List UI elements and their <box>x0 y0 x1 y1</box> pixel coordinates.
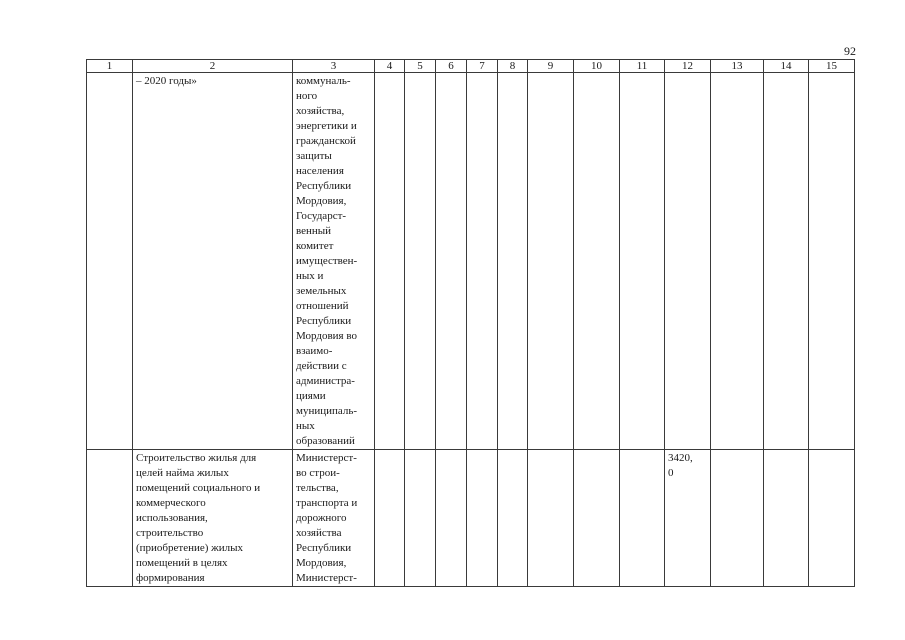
table-cell <box>620 450 665 587</box>
header-row <box>87 60 855 73</box>
table-cell <box>528 73 574 450</box>
table-cell <box>528 450 574 587</box>
table-cell <box>375 450 405 587</box>
table-cell <box>809 73 855 450</box>
table-cell <box>436 450 467 587</box>
table-row <box>87 450 855 587</box>
column-header: 10 <box>574 60 620 73</box>
column-header: 12 <box>665 60 711 73</box>
table-cell <box>87 73 133 450</box>
column-header: 1 <box>87 60 133 73</box>
table-cell <box>711 450 764 587</box>
table-cell <box>133 73 293 450</box>
page-number: 92 <box>844 44 856 58</box>
table-cell <box>467 73 498 450</box>
table-cell <box>293 73 375 450</box>
column-header: 13 <box>711 60 764 73</box>
table-cell <box>809 450 855 587</box>
measure-name: – 2020 годы» <box>136 75 197 87</box>
column-header: 3 <box>293 60 375 73</box>
table-cell <box>665 450 711 587</box>
table-cell <box>293 450 375 587</box>
table-row <box>87 73 855 450</box>
table-cell <box>375 73 405 450</box>
table-cell <box>87 450 133 587</box>
table-cell <box>498 73 528 450</box>
table-cell <box>574 450 620 587</box>
table-cell <box>574 73 620 450</box>
column-header: 15 <box>809 60 855 73</box>
table-cell <box>711 73 764 450</box>
table-cell <box>498 450 528 587</box>
measure-name: Строительство жилья для целей найма жилых помещений социального и коммерческого использования, строительство (приобретение) жилых помещений в целях формирования <box>136 452 261 584</box>
table-cell <box>436 73 467 450</box>
table-cell <box>764 450 809 587</box>
responsible-executor: коммуналь- ного хозяйства, энергетики и гражданской защиты населения Республики Мордовия, Государст- венный комитет имуществен- ных и земельных отношений Республики Мордовия во взаимо- действии с администра- циями муниципаль- ных образований <box>296 75 358 447</box>
column-header: 7 <box>467 60 498 73</box>
column-header: 11 <box>620 60 665 73</box>
table-cell <box>405 73 436 450</box>
table-cell <box>133 450 293 587</box>
column-header: 9 <box>528 60 574 73</box>
funding-value: 3420, 0 <box>668 452 693 479</box>
column-header: 4 <box>375 60 405 73</box>
column-header: 8 <box>498 60 528 73</box>
program-table <box>86 59 855 587</box>
table-cell <box>665 73 711 450</box>
table-cell <box>467 450 498 587</box>
column-header: 5 <box>405 60 436 73</box>
table-cell <box>764 73 809 450</box>
column-header: 14 <box>764 60 809 73</box>
responsible-executor: Министерст- во строи- тельства, транспорта и дорожного хозяйства Республики Мордовия, Министерст- <box>296 452 358 584</box>
column-header: 6 <box>436 60 467 73</box>
table-cell <box>620 73 665 450</box>
table-cell <box>405 450 436 587</box>
column-header: 2 <box>133 60 293 73</box>
